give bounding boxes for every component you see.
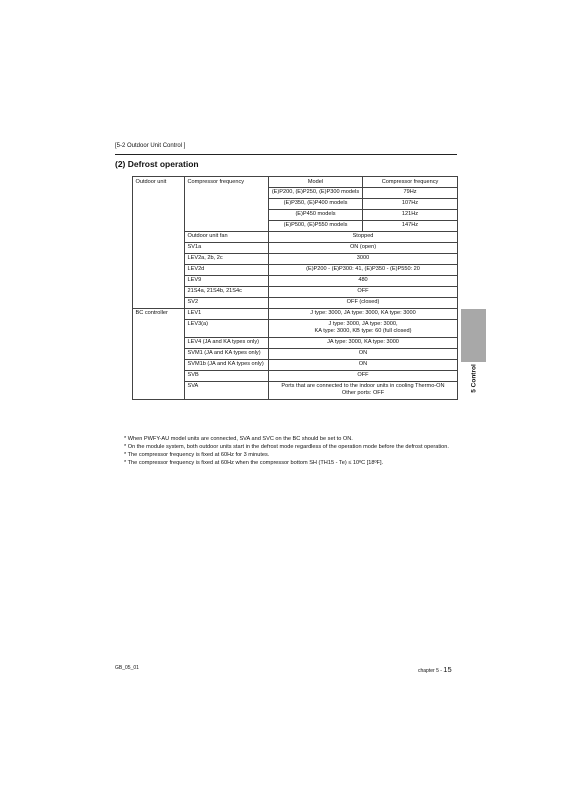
note-item: * When PWFY-AU model units are connected, SVA and SVC on the BC should be set to ON.	[124, 436, 353, 442]
bc-controller-label: BC controller	[133, 308, 185, 399]
table-row	[133, 177, 458, 188]
header-rule	[115, 154, 457, 155]
item-cell: LEV1	[185, 308, 269, 319]
value-cell: OFF (closed)	[269, 297, 458, 308]
value-cell: J type: 3000, JA type: 3000, KA type: 3000	[269, 308, 458, 319]
frequency-cell: 121Hz	[363, 209, 458, 220]
value-cell: ON (open)	[269, 242, 458, 253]
section-title: (2) Defrost operation	[115, 159, 199, 169]
notes-list	[124, 436, 459, 467]
outdoor-unit-label: Outdoor unit	[133, 177, 185, 309]
model-cell: (E)P450 models	[269, 209, 363, 220]
value-line: Other ports: OFF	[341, 390, 385, 397]
item-cell: LEV2d	[185, 264, 269, 275]
value-cell: (E)P200 - (E)P300: 41, (E)P350 - (E)P550: 20	[269, 264, 458, 275]
model-header: Model	[269, 177, 363, 188]
value-line: J type: 3000, JA type: 3000,	[328, 321, 398, 328]
note-item: * The compressor frequency is fixed at 60Hz for 3 minutes.	[124, 451, 270, 458]
footer-code: GB_05_01	[115, 665, 139, 671]
footer-page-number: 15	[443, 665, 452, 674]
item-cell: SVA	[185, 381, 269, 399]
item-cell: 21S4a, 21S4b, 21S4c	[185, 286, 269, 297]
item-cell: SV1a	[185, 242, 269, 253]
note-item: * The compressor frequency is fixed at 60Hz when the compressor bottom SH (TH15 - Te) ≤ 10ºC [18ºF].	[124, 459, 384, 466]
model-cell: (E)P350, (E)P400 models	[269, 198, 363, 209]
chapter-side-label: 5 Control	[470, 364, 478, 393]
frequency-header: Compressor frequency	[363, 177, 458, 188]
footer-chapter-label: chapter 5 -	[418, 668, 444, 674]
defrost-table	[132, 176, 458, 400]
item-cell: SVM1 (JA and KA types only)	[185, 348, 269, 359]
model-cell: (E)P200, (E)P250, (E)P300 models	[269, 187, 363, 198]
note-item: * On the module system, both outdoor units start in the defrost mode regardless of the operation mode before the defrost operation.	[124, 443, 449, 450]
compressor-frequency-label: Compressor frequency	[185, 177, 269, 232]
frequency-cell: 147Hz	[363, 220, 458, 231]
frequency-cell: 107Hz	[363, 198, 458, 209]
frequency-cell: 79Hz	[363, 187, 458, 198]
item-cell: LEV9	[185, 275, 269, 286]
value-cell: ON	[269, 359, 458, 370]
footer-page	[418, 665, 452, 674]
section-header: [5-2 Outdoor Unit Control ]	[115, 143, 186, 149]
item-cell: LEV4 (JA and KA types only)	[185, 337, 269, 348]
chapter-side-tab	[461, 309, 486, 362]
item-cell: SVM1b (JA and KA types only)	[185, 359, 269, 370]
item-cell: SV2	[185, 297, 269, 308]
value-line: KA type: 3000, KB type: 60 (full closed)	[314, 328, 412, 335]
item-cell: LEV3(a)	[185, 319, 269, 337]
value-cell	[269, 381, 458, 399]
item-cell: LEV2a, 2b, 2c	[185, 253, 269, 264]
value-cell: JA type: 3000, KA type: 3000	[269, 337, 458, 348]
value-cell	[269, 319, 458, 337]
value-cell: Stopped	[269, 231, 458, 242]
item-cell: Outdoor unit fan	[185, 231, 269, 242]
value-cell: ON	[269, 348, 458, 359]
value-cell: 3000	[269, 253, 458, 264]
model-cell: (E)P500, (E)P550 models	[269, 220, 363, 231]
table-row	[133, 308, 458, 319]
value-cell: OFF	[269, 286, 458, 297]
value-cell: OFF	[269, 370, 458, 381]
value-line: Ports that are connected to the indoor units in cooling Thermo-ON	[281, 383, 445, 390]
item-cell: SVB	[185, 370, 269, 381]
value-cell: 480	[269, 275, 458, 286]
